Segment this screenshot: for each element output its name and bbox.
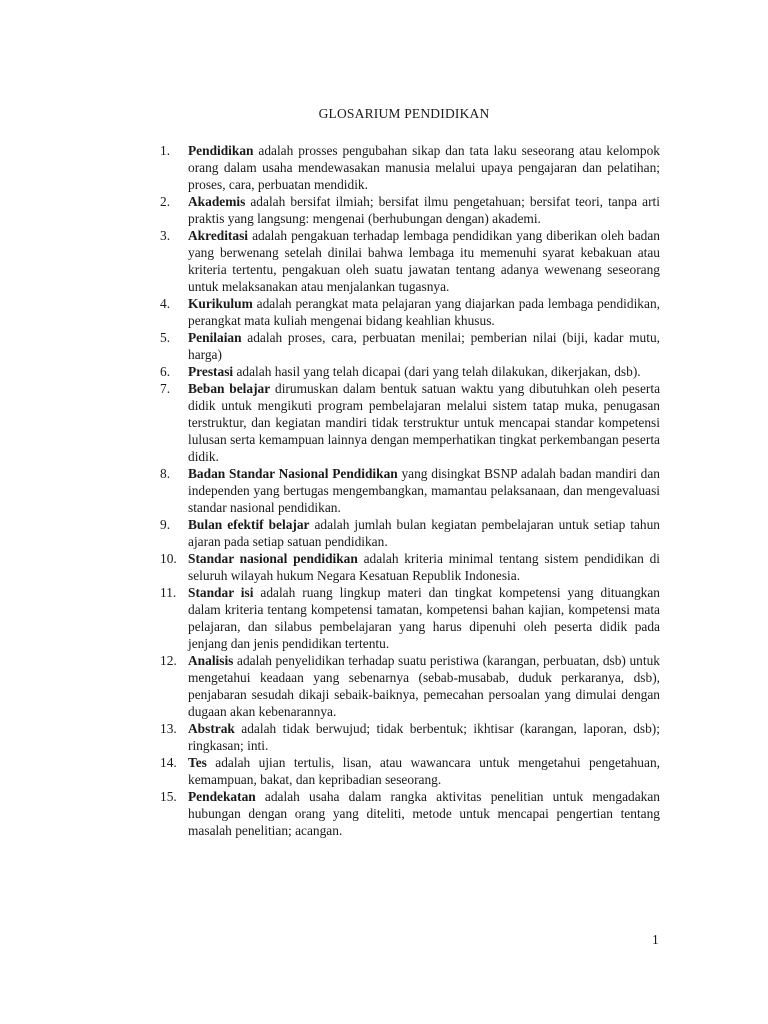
entry-number: 14. bbox=[160, 755, 177, 770]
page-number: 1 bbox=[652, 932, 659, 947]
entry-text bbox=[188, 363, 660, 380]
entry-definition: adalah perangkat mata pelajaran yang diajarkan pada lembaga pendidikan, perangkat mata kuliah mengenai bidang keahlian khusus. bbox=[188, 296, 660, 328]
entry-term: Analisis bbox=[188, 653, 234, 668]
entry-number: 5. bbox=[160, 330, 171, 345]
entry-text bbox=[188, 550, 660, 584]
entry-number: 9. bbox=[160, 517, 171, 532]
entry-number: 2. bbox=[160, 194, 171, 209]
entry-term: Standar nasional pendidikan bbox=[188, 551, 358, 566]
entry-term: Standar isi bbox=[188, 585, 254, 600]
glossary-entry bbox=[160, 788, 660, 839]
entry-text bbox=[188, 584, 660, 652]
entry-text bbox=[188, 465, 660, 516]
glossary-entry bbox=[160, 380, 660, 465]
glossary-entry bbox=[160, 720, 660, 754]
entry-definition: yang disingkat BSNP adalah badan mandiri dan independen yang bertugas mengembangkan, mamantau pelaksanaan, dan mengevaluasi standar nasional pendidikan. bbox=[188, 466, 660, 515]
entry-term: Penilaian bbox=[188, 330, 242, 345]
entry-text bbox=[188, 193, 660, 227]
entry-text bbox=[188, 295, 660, 329]
entry-definition: adalah hasil yang telah dicapai (dari yang telah dilakukan, dikerjakan, dsb). bbox=[233, 364, 641, 379]
entry-definition: adalah ruang lingkup materi dan tingkat kompetensi yang dituangkan dalam kriteria tentang kompetensi tamatan, kompetensi bahan kajian, kompetensi mata pelajaran, dan silabus pembelajaran yang harus dipenuhi oleh peserta didik pada jenjang dan jenis pendidikan tertentu. bbox=[188, 585, 660, 651]
entry-number: 10. bbox=[160, 551, 177, 566]
entry-definition: adalah penyelidikan terhadap suatu peristiwa (karangan, perbuatan, dsb) untuk mengetahui keadaan yang sebenarnya (sebab-musabab, duduk perkaranya, dsb), penjabaran sesudah dikaji sebaik-baiknya, pemecahan persoalan yang dimulai dengan dugaan akan kebenarannya. bbox=[188, 653, 660, 719]
page-title: GLOSARIUM PENDIDIKAN bbox=[318, 106, 490, 121]
entry-text bbox=[188, 652, 660, 720]
entry-text bbox=[188, 227, 660, 295]
entry-term: Akademis bbox=[188, 194, 246, 209]
entry-number: 4. bbox=[160, 296, 171, 311]
entry-text bbox=[188, 142, 660, 193]
entry-number: 13. bbox=[160, 721, 177, 736]
entry-definition: adalah kriteria minimal tentang sistem pendidikan di seluruh wilayah hukum Negara Kesatuan Republik Indonesia. bbox=[188, 551, 660, 583]
glossary-entry bbox=[160, 652, 660, 720]
entry-term: Abstrak bbox=[188, 721, 235, 736]
entry-term: Prestasi bbox=[188, 364, 234, 379]
entry-term: Badan Standar Nasional Pendidikan bbox=[188, 466, 398, 481]
entry-number: 1. bbox=[160, 143, 171, 158]
entry-number: 11. bbox=[160, 585, 177, 600]
entry-definition: adalah jumlah bulan kegiatan pembelajaran untuk setiap tahun ajaran pada setiap satuan pendidikan. bbox=[188, 517, 660, 549]
glossary-list bbox=[160, 142, 660, 839]
glossary-entry bbox=[160, 754, 660, 788]
entry-term: Akreditasi bbox=[188, 228, 249, 243]
glossary-entry bbox=[160, 550, 660, 584]
glossary-entry bbox=[160, 193, 660, 227]
glossary-entry bbox=[160, 516, 660, 550]
entry-definition: dirumuskan dalam bentuk satuan waktu yang dibutuhkan oleh peserta didik untuk mengikuti program pembelajaran melalui sistem tatap muka, penugasan terstruktur, dan kegiatan mandiri tidak terstruktur untuk mencapai standar kompetensi lulusan serta kemampuan lainnya dengan memperhatikan tingkat perkembangan peserta didik. bbox=[188, 381, 661, 464]
entry-text bbox=[188, 788, 660, 839]
entry-number: 3. bbox=[160, 228, 171, 243]
glossary-entry bbox=[160, 227, 660, 295]
entry-definition: adalah usaha dalam rangka aktivitas penelitian untuk mengadakan hubungan dengan orang yang diteliti, metode untuk mencapai pengertian tentang masalah penelitian; acangan. bbox=[188, 789, 660, 838]
entry-definition: adalah prosses pengubahan sikap dan tata laku seseorang atau kelompok orang dalam usaha mendewasakan manusia melalui upaya pengajaran dan pelatihan; proses, cara, perbuatan mendidik. bbox=[188, 143, 660, 192]
entry-definition: adalah proses, cara, perbuatan menilai; pemberian nilai (biji, kadar mutu, harga) bbox=[188, 330, 660, 362]
entry-number: 8. bbox=[160, 466, 171, 481]
entry-term: Pendidikan bbox=[188, 143, 254, 158]
entry-term: Beban belajar bbox=[188, 381, 271, 396]
entry-text bbox=[188, 754, 660, 788]
entry-text bbox=[188, 329, 660, 363]
entry-definition: adalah bersifat ilmiah; bersifat ilmu pengetahuan; bersifat teori, tanpa arti praktis yang langsung: mengenai (berhubungan dengan) akademi. bbox=[188, 194, 660, 226]
entry-definition: adalah tidak berwujud; tidak berbentuk; ikhtisar (karangan, laporan, dsb); ringkasan; inti. bbox=[188, 721, 660, 753]
entry-term: Kurikulum bbox=[188, 296, 253, 311]
entry-term: Tes bbox=[188, 755, 207, 770]
entry-definition: adalah ujian tertulis, lisan, atau wawancara untuk mengetahui pengetahuan, kemampuan, bakat, dan kepribadian seseorang. bbox=[188, 755, 660, 787]
glossary-entry bbox=[160, 142, 660, 193]
entry-text bbox=[188, 720, 660, 754]
entry-term: Bulan efektif belajar bbox=[188, 517, 310, 532]
glossary-entry bbox=[160, 465, 660, 516]
glossary-entry bbox=[160, 363, 660, 380]
glossary-entry bbox=[160, 295, 660, 329]
entry-number: 15. bbox=[160, 789, 177, 804]
entry-term: Pendekatan bbox=[188, 789, 256, 804]
entry-number: 6. bbox=[160, 364, 171, 379]
entry-number: 7. bbox=[160, 381, 171, 396]
entry-definition: adalah pengakuan terhadap lembaga pendidikan yang diberikan oleh badan yang berwenang setelah dinilai bahwa lembaga itu memenuhi syarat kebakuan atau kriteria tertentu, pengakuan oleh suatu jawatan tentang adanya wewenang seseorang untuk melaksanakan atau menjalankan tugasnya. bbox=[188, 228, 660, 294]
entry-text bbox=[188, 516, 660, 550]
glossary-entry bbox=[160, 329, 660, 363]
entry-text bbox=[188, 380, 660, 465]
glossary-entry bbox=[160, 584, 660, 652]
entry-number: 12. bbox=[160, 653, 177, 668]
